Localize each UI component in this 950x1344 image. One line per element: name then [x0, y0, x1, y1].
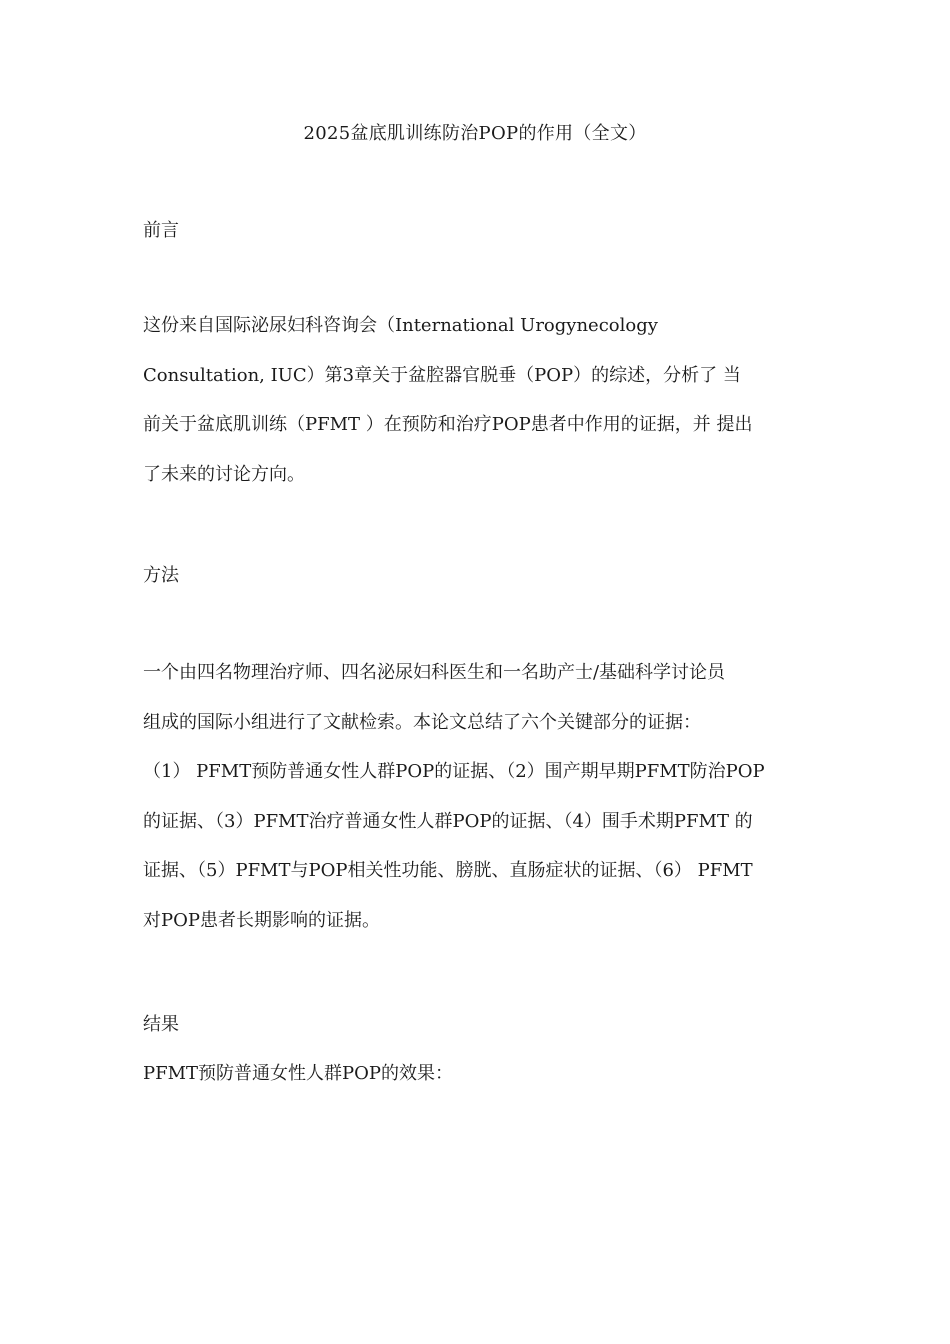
methods-line: 证据、（5）PFMT与POP相关性功能、膀胱、直肠症状的证据、（6） PFMT: [143, 860, 753, 881]
methods-line: 对POP患者长期影响的证据。: [143, 909, 380, 931]
methods-line: 的证据、（3）PFMT治疗普通女性人群POP的证据、（4）围手术期PFMT 的: [143, 810, 753, 832]
methods-heading: 方法: [143, 565, 179, 586]
preface-heading: 前言: [143, 220, 179, 241]
preface-line: Consultation, IUC）第3章关于盆腔器官脱垂（POP）的综述，分析了 当: [143, 364, 741, 386]
results-heading: 结果: [143, 1014, 179, 1035]
methods-line: （1） PFMT预防普通女性人群POP的证据、（2）围产期早期PFMT防治POP: [143, 761, 765, 782]
preface-paragraph: [143, 301, 823, 499]
preface-line: 这份来自国际泌尿妇科咨询会（International Urogynecology: [143, 315, 658, 336]
document-title: 2025盆底肌训练防治POP的作用（全文）: [303, 123, 647, 144]
results-subheading: PFMT预防普通女性人群POP的效果：: [143, 1063, 454, 1084]
methods-line: 一个由四名物理治疗师、四名泌尿妇科医生和一名助产士/基础科学讨论员: [143, 662, 726, 683]
methods-paragraph: [143, 648, 823, 945]
preface-line: 前关于盆底肌训练（PFMT ）在预防和治疗POP患者中作用的证据，并 提出: [143, 414, 753, 435]
methods-line: 组成的国际小组进行了文献检索。本论文总结了六个关键部分的证据：: [143, 711, 701, 733]
preface-line: 了未来的讨论方向。: [143, 463, 305, 485]
